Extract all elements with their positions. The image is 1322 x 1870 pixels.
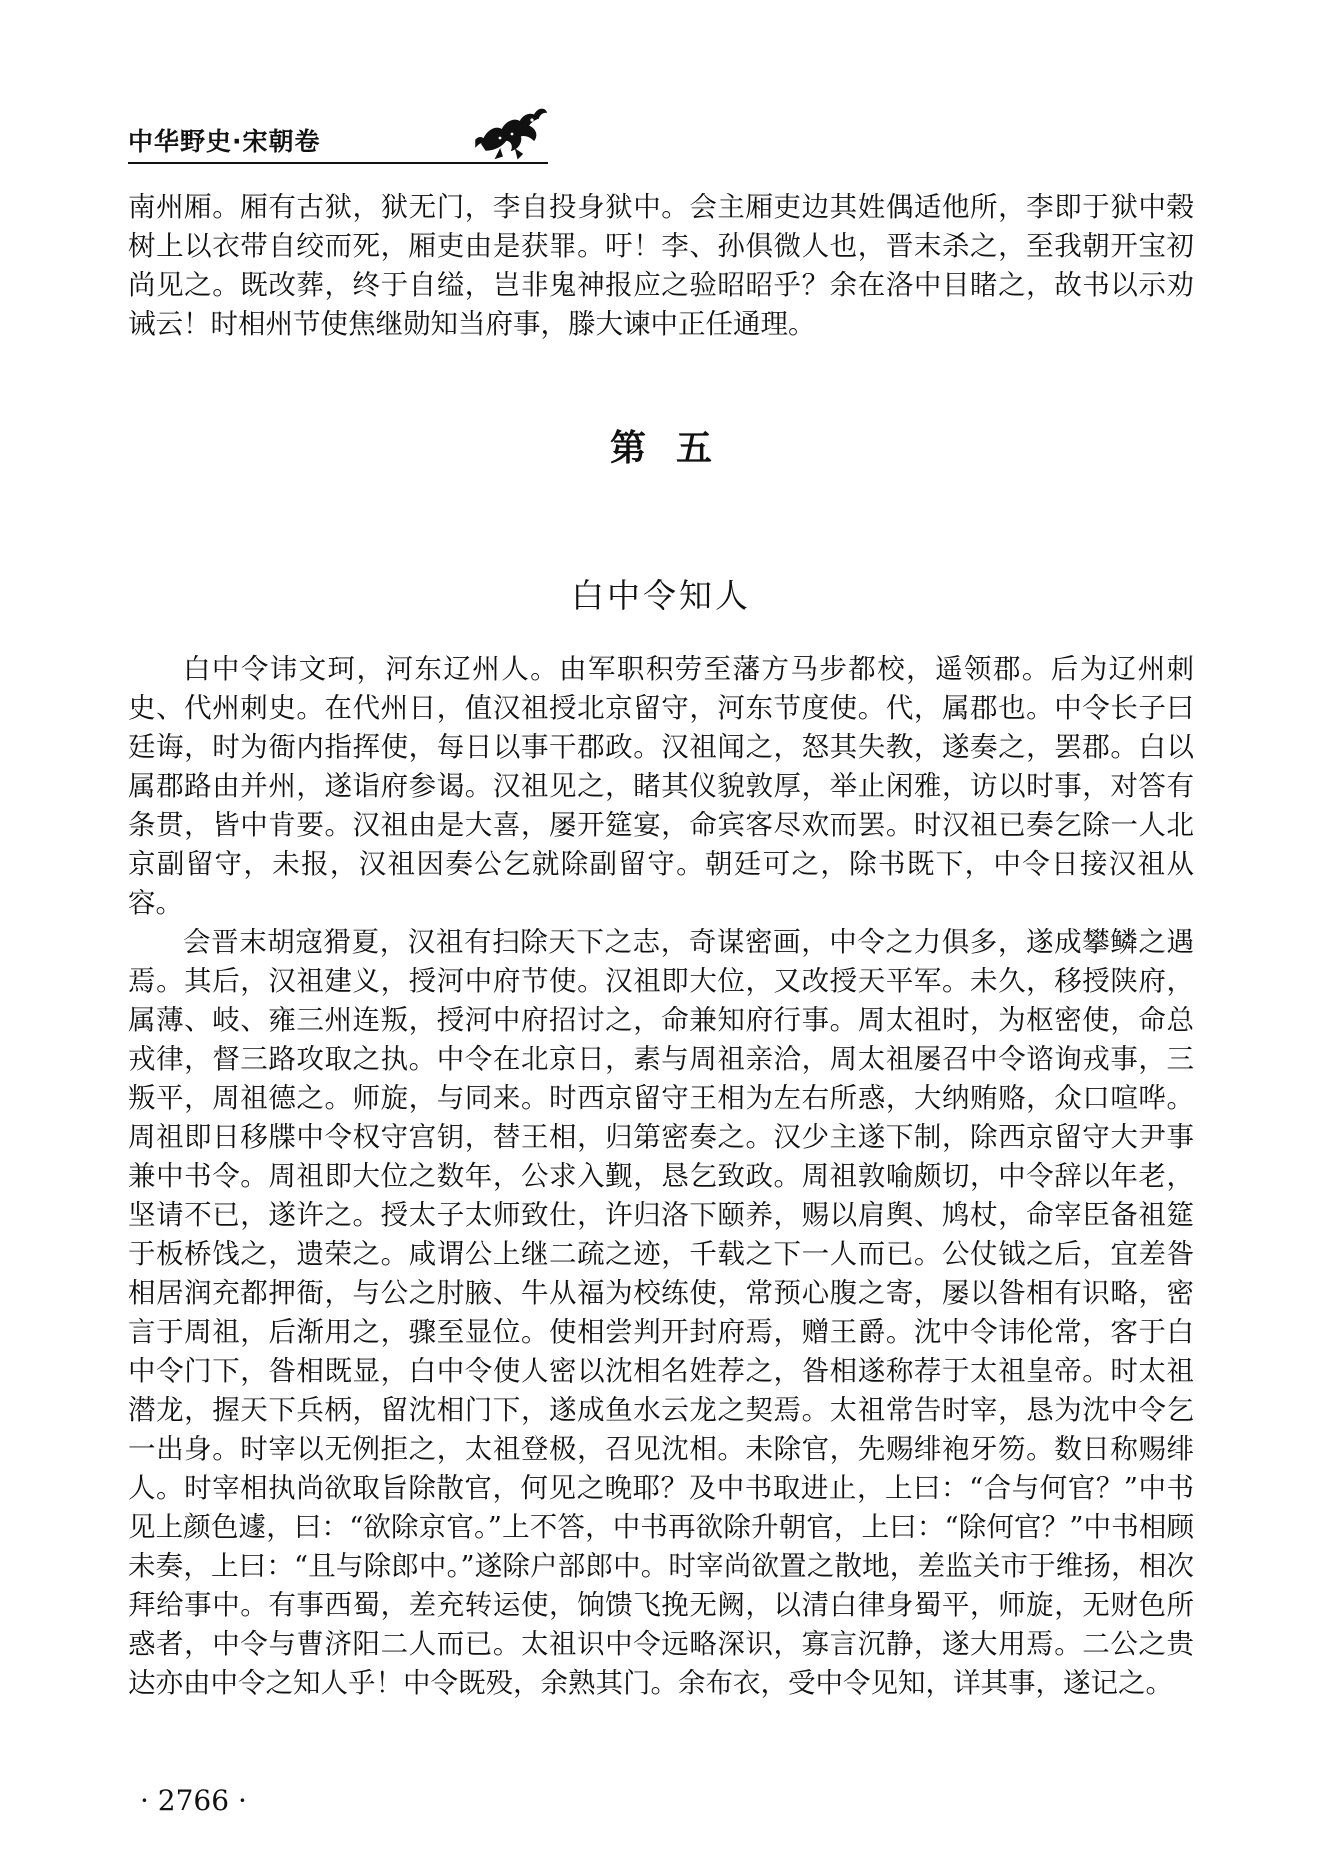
paragraph-text: 白中令讳文珂，河东辽州人。由军职积劳至藩方马步都校，遥领郡。后为辽州刺史、代州刺史。在代州日，值汉祖授北京留守，河东节度使。代，属郡也。中令长子曰廷诲，时为衙内指挥使，每日以事干郡政。汉祖闻之，怒其失教，遂奏之，罢郡。白以属郡路由并州，遂诣府参谒。汉祖见之，睹其仪貌敦厚，举止闲雅，访以时事，对答有条贯，皆中肯要。汉祖由是大喜，屡开筵宴，命宾客尽欢而罢。时汉祖已奏乞除一人北京副留守，未报，汉祖因奏公乞就除副留守。朝廷可之，除书既下，中令日接汉祖从容。 (128, 653, 1194, 919)
continued-paragraph (128, 188, 1194, 344)
paragraph-text: 南州厢。厢有古狱，狱无门，李自投身狱中。会主厢吏边其姓偶适他所，李即于狱中榖树上以衣带自绞而死，厢吏由是获罪。吁！李、孙俱微人也，晋末杀之，至我朝开宝初尚见之。既改葬，终于自缢，岂非鬼神报应之验昭昭乎？余在洛中目睹之，故书以示劝诫云！时相州节使焦继勋知当府事，滕大谏中正任通理。 (128, 191, 1194, 340)
header-rule (128, 162, 548, 164)
paragraph-text: 会晋末胡寇猾夏，汉祖有扫除天下之志，奇谋密画，中令之力俱多，遂成攀鳞之遇焉。其后，汉祖建义，授河中府节使。汉祖即大位，又改授天平军。未久，移授陕府，属薄、岐、雍三州连叛，授河中府招讨之，命兼知府行事。周太祖时，为枢密使，命总戎律，督三路攻取之执。中令在北京日，素与周祖亲洽，周太祖屡召中令谘询戎事，三叛平，周祖德之。师旋，与同来。时西京留守王相为左右所惑，大纳贿赂，众口喧哗。周祖即日移牒中令权守宫钥，替王相，归第密奏之。汉少主遂下制，除西京留守大尹事兼中书令。周祖即大位之数年，公求入觐，恳乞致政。周祖敦喻颇切，中令辞以年老，坚请不已，遂许之。授太子太师致仕，许归洛下颐养，赐以肩舆、鸠杖，命宰臣备祖筵于板桥饯之，遗荣之。咸谓公上继二疏之迹，千载之下一人而已。公仗钺之后，宜差昝相居润充都押衙，与公之肘腋、牛从福为校练使，常预心腹之寄，屡以昝相有识略，密言于周祖，后渐用之，骤至显位。使相尝判开封府焉，赠王爵。沈中令讳伦常，客于白中令门下，昝相既显，白中令使人密以沈相名姓荐之，昝相遂称荐于太祖皇帝。时太祖潜龙，握天下兵柄，留沈相门下，遂成鱼水云龙之契焉。太祖常告时宰，恳为沈中令乞一出身。时宰以无例拒之，太祖登极，召见沈相。未除官，先赐绯袍牙笏。数日称赐绯人。时宰相执尚欲取旨除散官，何见之晚耶？及中书取进止，上曰：“合与何官？”中书见上颜色遽，曰：“欲除京官。”上不答，中书再欲除升朝官，上曰：“除何官？”中书相顾未奏，上曰：“且与除郎中。”遂除户部郎中。时宰尚欲置之散地，差监关市于维扬，相次拜给事中。有事西蜀，差充转运使，饷馈飞挽无阙，以清白律身蜀平，师旋，无财色所惑者，中令与曹济阳二人而已。太祖识中令远略深识，寡言沉静，遂大用焉。二公之贵达亦由中令之知人乎！中令既殁，余熟其门。余布衣，受中令见知，详其事，遂记之。 (128, 926, 1194, 1699)
chapter-heading: 第五 (609, 428, 742, 469)
dragon-emblem-icon (472, 100, 548, 162)
book-title: 中华野史·宋朝卷 (128, 127, 321, 156)
page-number: · 2766 · (140, 1784, 247, 1817)
running-header (128, 100, 548, 168)
section-title: 白中令知人 (571, 576, 751, 615)
article-body (128, 650, 1194, 1703)
